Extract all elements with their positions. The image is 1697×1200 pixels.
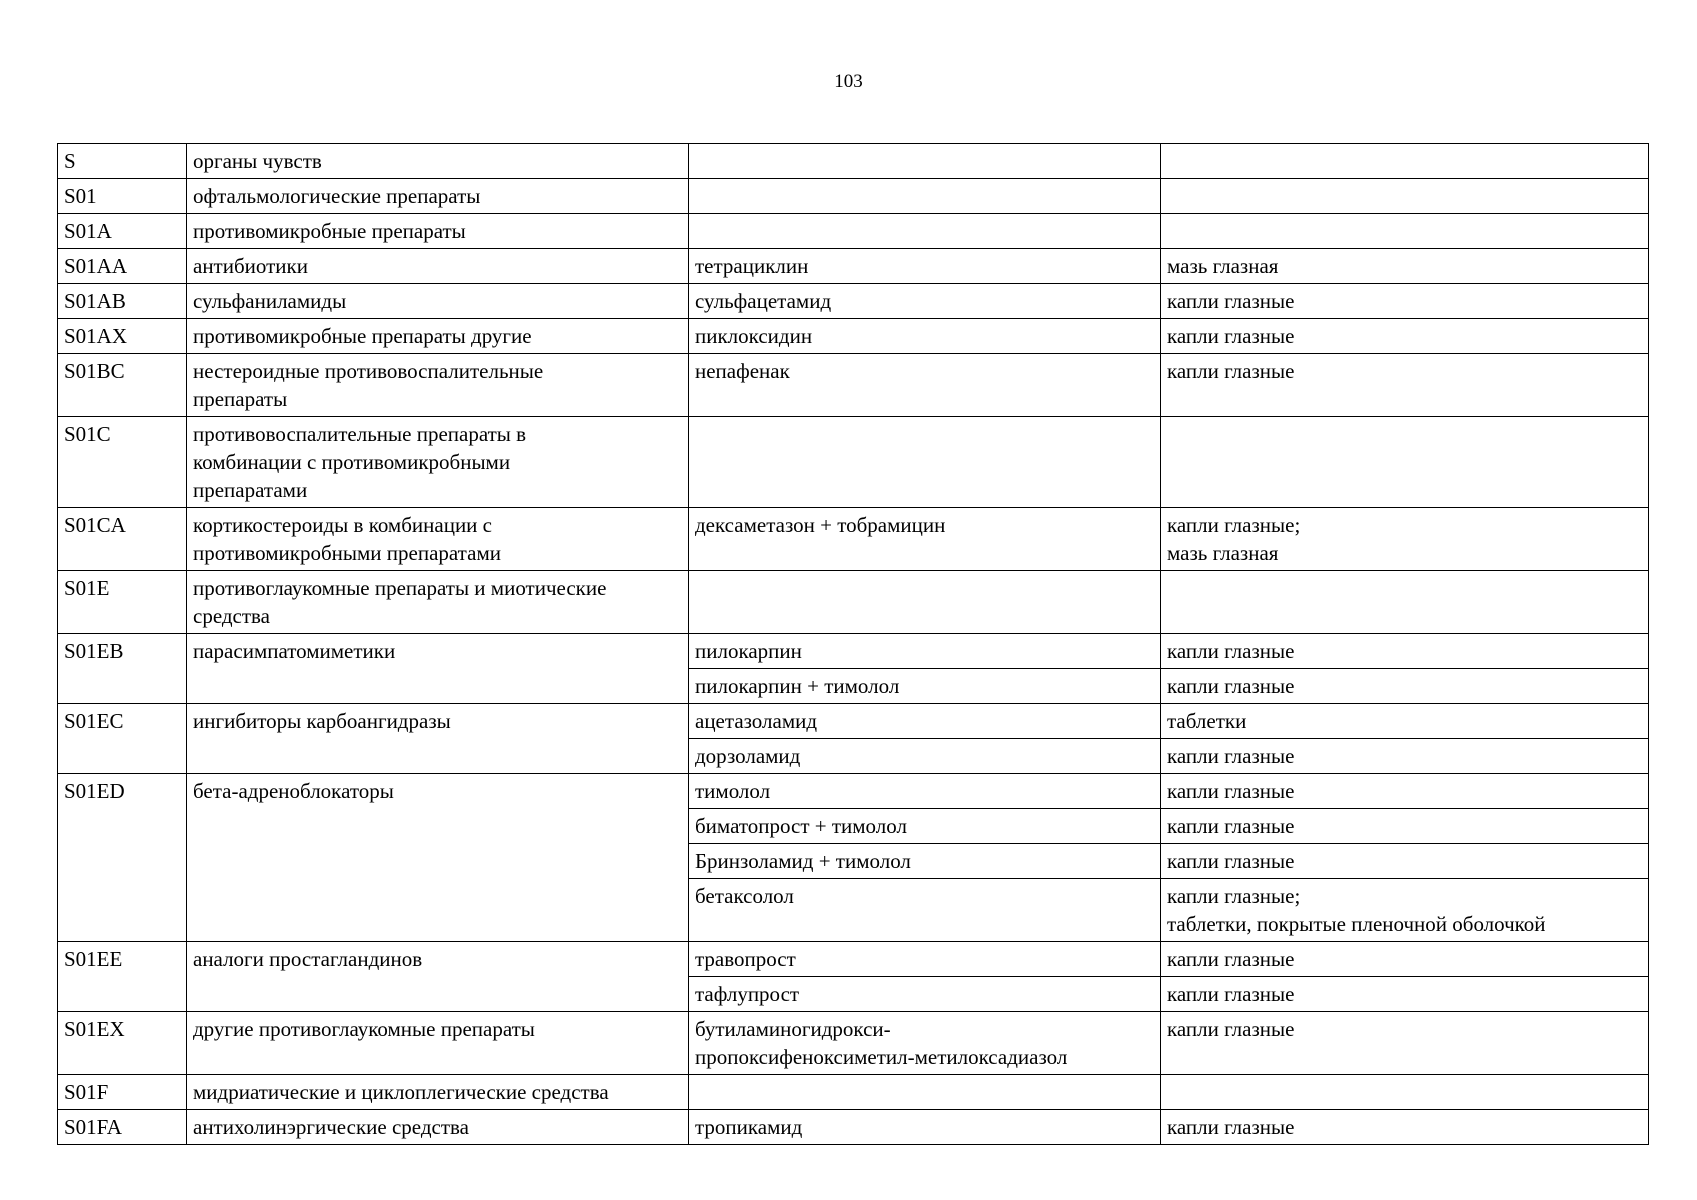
dosage-form-cell: капли глазные [1161, 284, 1649, 319]
table-row [58, 354, 1649, 417]
group-name-cell: кортикостероиды в комбинации с противомикробными препаратами [187, 508, 689, 571]
group-name-cell: противомикробные препараты [187, 214, 689, 249]
group-name-cell: мидриатические и циклоплегические средства [187, 1075, 689, 1110]
dosage-form-cell: капли глазные [1161, 1012, 1649, 1075]
group-name-cell: антибиотики [187, 249, 689, 284]
group-name-cell: противоглаукомные препараты и миотические средства [187, 571, 689, 634]
dosage-form-cell [1161, 417, 1649, 508]
table-row [58, 634, 1649, 669]
group-name-cell: другие противоглаукомные препараты [187, 1012, 689, 1075]
drug-name-cell: непафенак [689, 354, 1161, 417]
atc-code-cell: S [58, 144, 187, 179]
dosage-form-cell: капли глазные [1161, 354, 1649, 417]
dosage-form-cell [1161, 179, 1649, 214]
dosage-form-cell: мазь глазная [1161, 249, 1649, 284]
drug-name-cell: тропикамид [689, 1110, 1161, 1145]
atc-code-cell: S01EC [58, 704, 187, 774]
drug-name-cell: дорзоламид [689, 739, 1161, 774]
table-row [58, 214, 1649, 249]
table-row [58, 774, 1649, 809]
dosage-form-cell: капли глазные [1161, 1110, 1649, 1145]
drug-name-cell: тафлупрост [689, 977, 1161, 1012]
atc-code-cell: S01BC [58, 354, 187, 417]
dosage-form-cell: капли глазные; мазь глазная [1161, 508, 1649, 571]
table-row [58, 1110, 1649, 1145]
dosage-form-cell [1161, 144, 1649, 179]
dosage-form-cell: капли глазные [1161, 774, 1649, 809]
drug-name-cell: пиклоксидин [689, 319, 1161, 354]
dosage-form-cell: капли глазные [1161, 319, 1649, 354]
dosage-form-cell: капли глазные [1161, 844, 1649, 879]
atc-code-cell: S01ED [58, 774, 187, 942]
dosage-form-cell: капли глазные [1161, 669, 1649, 704]
dosage-form-cell: капли глазные [1161, 977, 1649, 1012]
table-row [58, 284, 1649, 319]
dosage-form-cell [1161, 571, 1649, 634]
atc-code-cell: S01CA [58, 508, 187, 571]
atc-code-cell: S01EX [58, 1012, 187, 1075]
atc-drug-table [57, 143, 1649, 1145]
drug-name-cell [689, 571, 1161, 634]
drug-name-cell: Бринзоламид + тимолол [689, 844, 1161, 879]
drug-name-cell: тимолол [689, 774, 1161, 809]
dosage-form-cell: капли глазные [1161, 634, 1649, 669]
atc-code-cell: S01F [58, 1075, 187, 1110]
drug-name-cell [689, 417, 1161, 508]
dosage-form-cell [1161, 214, 1649, 249]
drug-name-cell: биматопрост + тимолол [689, 809, 1161, 844]
atc-code-cell: S01 [58, 179, 187, 214]
table-row [58, 1012, 1649, 1075]
table-row [58, 249, 1649, 284]
dosage-form-cell: капли глазные; таблетки, покрытые пленочной оболочкой [1161, 879, 1649, 942]
drug-name-cell: бетаксолол [689, 879, 1161, 942]
group-name-cell: нестероидные противовоспалительные препараты [187, 354, 689, 417]
dosage-form-cell: таблетки [1161, 704, 1649, 739]
page-number: 103 [834, 71, 863, 92]
group-name-cell: органы чувств [187, 144, 689, 179]
group-name-cell: бета-адреноблокаторы [187, 774, 689, 942]
drug-name-cell [689, 1075, 1161, 1110]
atc-code-cell: S01EB [58, 634, 187, 704]
group-name-cell: офтальмологические препараты [187, 179, 689, 214]
group-name-cell: противомикробные препараты другие [187, 319, 689, 354]
drug-name-cell: тетрациклин [689, 249, 1161, 284]
group-name-cell: аналоги простагландинов [187, 942, 689, 1012]
drug-name-cell: дексаметазон + тобрамицин [689, 508, 1161, 571]
group-name-cell: антихолинэргические средства [187, 1110, 689, 1145]
table-row [58, 704, 1649, 739]
group-name-cell: ингибиторы карбоангидразы [187, 704, 689, 774]
drug-name-cell: травопрост [689, 942, 1161, 977]
drug-name-cell: бутиламиногидрокси- пропоксифеноксиметил-метилоксадиазол [689, 1012, 1161, 1075]
table-row [58, 144, 1649, 179]
atc-code-cell: S01C [58, 417, 187, 508]
table-row [58, 1075, 1649, 1110]
drug-name-cell: сульфацетамид [689, 284, 1161, 319]
dosage-form-cell [1161, 1075, 1649, 1110]
atc-code-cell: S01FA [58, 1110, 187, 1145]
atc-code-cell: S01E [58, 571, 187, 634]
drug-name-cell [689, 144, 1161, 179]
table-row [58, 179, 1649, 214]
atc-code-cell: S01AB [58, 284, 187, 319]
drug-name-cell: пилокарпин [689, 634, 1161, 669]
table-row [58, 417, 1649, 508]
group-name-cell: противовоспалительные препараты в комбинации с противомикробными препаратами [187, 417, 689, 508]
drug-name-cell [689, 179, 1161, 214]
dosage-form-cell: капли глазные [1161, 809, 1649, 844]
table-row [58, 508, 1649, 571]
table-row [58, 942, 1649, 977]
group-name-cell: парасимпатомиметики [187, 634, 689, 704]
drug-name-cell [689, 214, 1161, 249]
atc-code-cell: S01AX [58, 319, 187, 354]
atc-code-cell: S01AA [58, 249, 187, 284]
dosage-form-cell: капли глазные [1161, 739, 1649, 774]
group-name-cell: сульфаниламиды [187, 284, 689, 319]
atc-code-cell: S01EE [58, 942, 187, 1012]
drug-name-cell: ацетазоламид [689, 704, 1161, 739]
atc-code-cell: S01A [58, 214, 187, 249]
dosage-form-cell: капли глазные [1161, 942, 1649, 977]
drug-name-cell: пилокарпин + тимолол [689, 669, 1161, 704]
table-row [58, 571, 1649, 634]
table-row [58, 319, 1649, 354]
